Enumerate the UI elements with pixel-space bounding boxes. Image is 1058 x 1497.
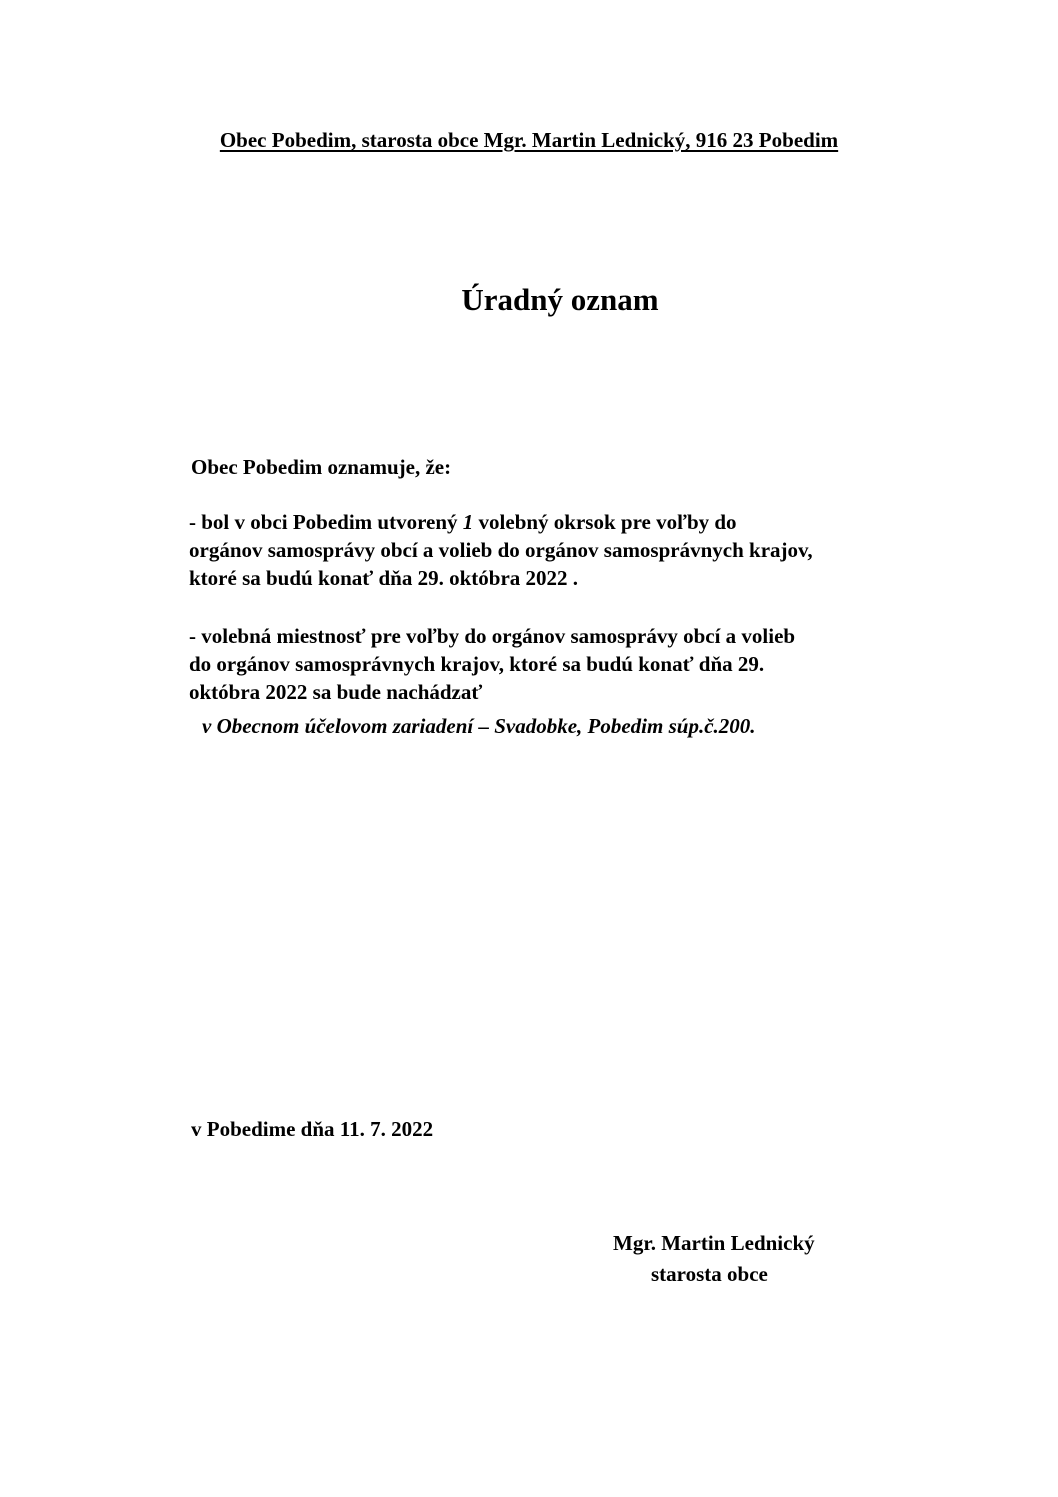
paragraph-line: - volebná miestnosť pre voľby do orgánov samosprávy obcí a volieb: [189, 624, 796, 648]
issue-date: v Pobedime dňa 11. 7. 2022: [191, 1117, 434, 1141]
paragraph-polling-room: [189, 622, 795, 706]
paragraph-line: [189, 508, 813, 536]
paragraph-line: do orgánov samosprávnych krajov, ktoré sa budú konať dňa 29.: [189, 652, 765, 676]
paragraph-polling-district: [189, 508, 813, 592]
signature-role: starosta obce: [651, 1262, 768, 1286]
paragraph-line: orgánov samosprávy obcí a volieb do orgánov samosprávnych krajov,: [189, 538, 813, 562]
signature-name: Mgr. Martin Lednický: [613, 1231, 815, 1255]
polling-place: v Obecnom účelovom zariadení – Svadobke, Pobedim súp.č.200.: [202, 714, 756, 738]
paragraph-text: - bol v obci Pobedim utvorený: [189, 510, 463, 534]
paragraph-text: volebný okrsok pre voľby do: [473, 510, 737, 534]
document-title: Úradný oznam: [461, 282, 659, 317]
letterhead: Obec Pobedim, starosta obce Mgr. Martin Lednický, 916 23 Pobedim: [219, 128, 839, 152]
intro-text: Obec Pobedim oznamuje, že:: [191, 455, 452, 479]
district-count: 1: [462, 510, 474, 534]
paragraph-line: októbra 2022 sa bude nachádzať: [189, 680, 483, 704]
paragraph-line: ktoré sa budú konať dňa 29. októbra 2022 .: [189, 566, 579, 590]
